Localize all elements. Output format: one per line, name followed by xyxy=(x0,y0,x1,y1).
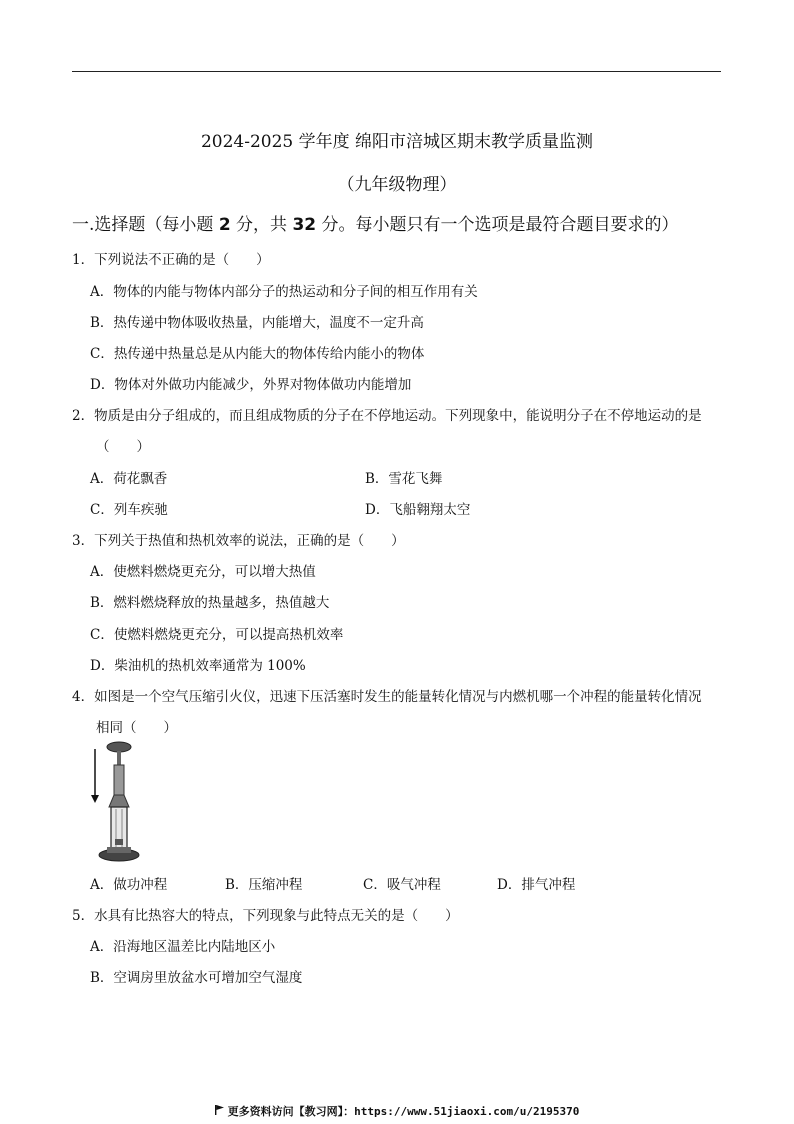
question-5-stem: 5．水具有比热容大的特点，下列现象与此特点无关的是（ ） xyxy=(72,908,459,924)
section-points-total: 32 xyxy=(292,215,317,235)
question-1-option-a: A．物体的内能与物体内部分子的热运动和分子间的相互作用有关 xyxy=(90,284,478,300)
arrow-head-icon xyxy=(91,795,99,803)
question-2-option-b: B．雪花飞舞 xyxy=(365,471,443,487)
section-prefix: 一.选择题（每小题 xyxy=(72,215,219,235)
header-rule xyxy=(72,71,721,72)
question-3-option-b: B．燃料燃烧释放的热量越多，热值越大 xyxy=(90,595,330,611)
exam-subtitle: （九年级物理） xyxy=(337,175,457,195)
question-1-stem: 1．下列说法不正确的是（ ） xyxy=(72,252,270,268)
question-2-option-c: C．列车疾驰 xyxy=(90,502,168,518)
question-1-option-c: C．热传递中热量总是从内能大的物体传给内能小的物体 xyxy=(90,346,425,362)
section-heading xyxy=(72,210,679,235)
question-2-stem-cont: （ ） xyxy=(96,439,150,455)
question-3-stem: 3．下列关于热值和热机效率的说法，正确的是（ ） xyxy=(72,533,405,549)
question-5-option-b: B．空调房里放盆水可增加空气湿度 xyxy=(90,970,303,986)
question-3-option-a: A．使燃料燃烧更充分，可以增大热值 xyxy=(90,564,316,580)
air-compression-igniter-figure xyxy=(86,737,146,865)
question-4-option-c: C．吸气冲程 xyxy=(363,877,441,893)
question-3-option-d: D．柴油机的热机效率通常为 100% xyxy=(90,658,306,674)
question-2-option-a: A．荷花飘香 xyxy=(90,471,168,487)
flag-icon xyxy=(215,1105,224,1118)
footer-link[interactable] xyxy=(0,1103,794,1119)
section-mid: 分，共 xyxy=(230,215,293,235)
question-1-option-b: B．热传递中物体吸收热量，内能增大，温度不一定升高 xyxy=(90,315,424,331)
question-3-option-c: C．使燃料燃烧更充分，可以提高热机效率 xyxy=(90,627,344,643)
question-4-stem-cont: 相同（ ） xyxy=(96,720,177,736)
question-4-option-b: B．压缩冲程 xyxy=(225,877,303,893)
question-4-stem: 4．如图是一个空气压缩引火仪，迅速下压活塞时发生的能量转化情况与内燃机哪一个冲程的能量转化情况 xyxy=(72,689,702,705)
exam-title: 2024-2025 学年度 绵阳市涪城区期末教学质量监测 xyxy=(200,132,594,152)
section-suffix: 分。每小题只有一个选项是最符合题目要求的） xyxy=(316,215,679,235)
question-2-stem: 2．物质是由分子组成的，而且组成物质的分子在不停地运动。下列现象中，能说明分子在不停地运动的是 xyxy=(72,408,702,424)
question-5-option-a: A．沿海地区温差比内陆地区小 xyxy=(90,939,276,955)
question-1-option-d: D．物体对外做功内能减少，外界对物体做功内能增加 xyxy=(90,377,412,393)
footer-text: 更多资料访问【教习网】：https://www.51jiaoxi.com/u/2195370 xyxy=(227,1105,580,1118)
section-points-each: 2 xyxy=(218,215,231,235)
question-4-option-d: D．排气冲程 xyxy=(497,877,576,893)
question-2-option-d: D．飞船翱翔太空 xyxy=(365,502,471,518)
question-4-option-a: A．做功冲程 xyxy=(90,877,168,893)
